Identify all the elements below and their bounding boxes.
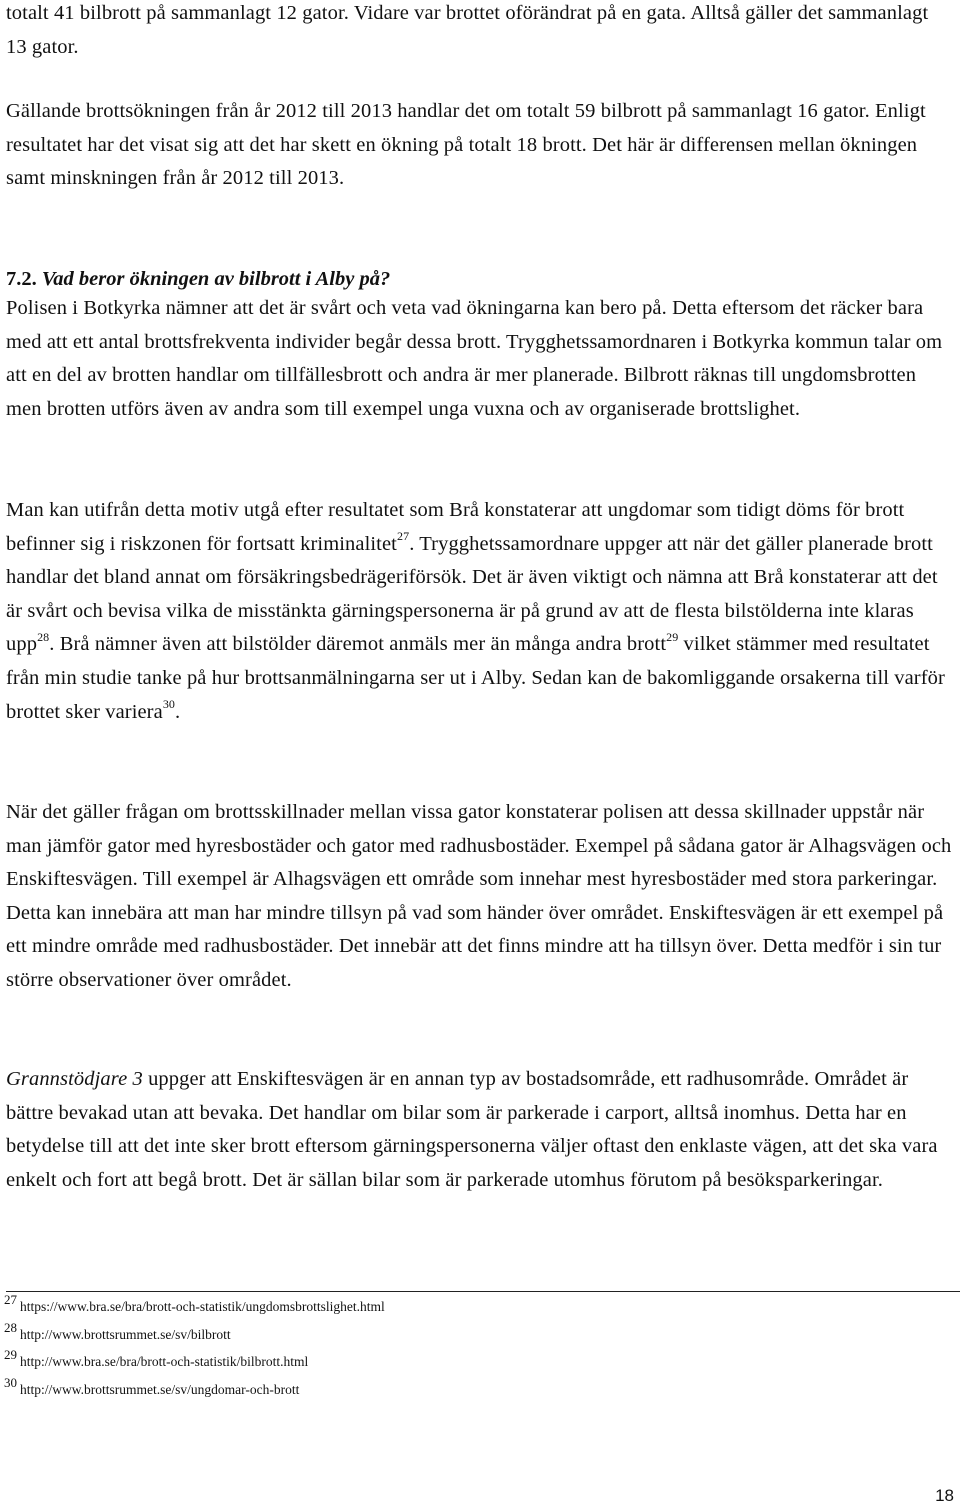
footnote-ref-29[interactable]: 29 xyxy=(666,629,679,644)
footnote-item xyxy=(6,1292,952,1320)
footnote-number: 27 xyxy=(4,1292,17,1307)
footnote-ref-30[interactable]: 30 xyxy=(162,696,176,711)
motive-text-d: vilket stämmer med resultatet från min studie tanke på hur brottsanmälningarna ser ut i Alby. Sedan kan de bakomliggande orsakerna till varför brottet sker variera xyxy=(6,633,945,723)
footnotes xyxy=(6,1292,952,1402)
paragraph-motive xyxy=(6,494,952,729)
paragraph-intro: totalt 41 bilbrott på sammanlagt 12 gator. Vidare var brottet oförändrat på en gata. Alltså gäller det sammanlagt 13 gator. xyxy=(6,2,929,58)
paragraph-police: Polisen i Botkyrka nämner att det är svårt och veta vad ökningarna kan bero på. Detta eftersom det räcker bara med att ett antal brottsfrekventa individer begår dessa brott. Trygghetssamordnaren i Botkyrka kommun talar om att en del av brotten handlar om tillfällesbrott och andra är mer planerade. Bilbrott räknas till ungdomsbrotten men brotten utförs även av andra som till exempel unga vuxna och av organiserade brottslighet. xyxy=(6,297,943,420)
motive-text-b: . Trygghetssamordnare uppger att när det gäller planerade brott handlar det bland annat om försäkringsbedrägeriförsök. Det är även viktigt och nämna att Brå konstaterar att det är svårt och bevisa vilka de misstänkta gärningspersonerna är på grund av att de flesta bilstölderna inte klaras upp xyxy=(6,532,938,656)
section-title: Vad beror ökningen av bilbrott i Alby på? xyxy=(41,268,391,290)
footnote-number: 29 xyxy=(4,1347,17,1362)
motive-text-c: . Brå nämner även att bilstölder däremot anmäls mer än många andra brott xyxy=(49,633,667,656)
motive-text-a: Man kan utifrån detta motiv utgå efter resultatet som Brå konstaterar att ungdomar som tidigt döms för brott befinner sig i riskzonen för fortsatt kriminalitet xyxy=(6,499,905,555)
paragraph-street-differences: När det gäller frågan om brottsskillnader mellan vissa gator konstaterar polisen att dessa skillnader uppstår när man jämför gator med hyresbostäder och gator med radhusbostäder. Exempel på sådana gator är Alhagsvägen och Enskiftesvägen. Till exempel är Alhagsvägen ett område som innehar mest hyresbostäder med stora parkeringar. Detta kan innebära att man har mindre tillsyn på vad som händer över området. Enskiftesvägen är ett exempel på ett mindre område med radhusbostäder. Det innebär att det finns mindre att ha tillsyn över. Detta medför i sin tur större observationer över området. xyxy=(6,801,952,991)
footnote-number: 30 xyxy=(4,1374,17,1390)
footnote-link[interactable]: http://www.brottsrummet.se/sv/bilbrott xyxy=(20,1326,231,1342)
paragraph-neighbour-watch xyxy=(6,1063,952,1197)
motive-text-e: . xyxy=(175,700,181,723)
section-number: 7.2. xyxy=(6,268,37,290)
footnote-item xyxy=(6,1375,952,1403)
footnote-ref-27[interactable]: 27 xyxy=(396,528,410,543)
footnote-number: 28 xyxy=(4,1319,17,1335)
footnote-item xyxy=(6,1320,952,1348)
footnote-ref-28[interactable]: 28 xyxy=(37,629,50,644)
footnote-link[interactable]: http://www.brottsrummet.se/sv/ungdomar-och-brott xyxy=(20,1381,300,1397)
footnote-link[interactable]: https://www.bra.se/bra/brott-och-statistik/ungdomsbrottslighet.html xyxy=(20,1299,385,1314)
page-number: 18 xyxy=(935,1486,954,1505)
footnote-link[interactable]: http://www.bra.se/bra/brott-och-statistik/bilbrott.html xyxy=(20,1354,309,1369)
footnote-item xyxy=(6,1347,952,1375)
neighbour-watch-text: uppger att Enskiftesvägen är en annan typ av bostadsområde, ett radhusområde. Området är bättre bevakad utan att bevaka. Det handlar om bilar som är parkerade i carport, alltså inomhus. Detta har en betydelse till att det inte sker brott eftersom gärningspersonerna väljer oftast den enklaste vägen, att det ska vara enkelt och fort att begå brott. Det är sällan bilar som är parkerade utomhus förutom på besöksparkeringar. xyxy=(6,1068,938,1191)
paragraph-crime-increase: Gällande brottsökningen från år 2012 till 2013 handlar det om totalt 59 bilbrott på sammanlagt 16 gator. Enligt resultatet har det visat sig att det har skett en ökning på totalt 18 brott. Det här är differensen mellan ökningen samt minskningen från år 2012 till 2013. xyxy=(6,100,926,190)
informant-label: Grannstödjare 3 xyxy=(6,1068,143,1090)
